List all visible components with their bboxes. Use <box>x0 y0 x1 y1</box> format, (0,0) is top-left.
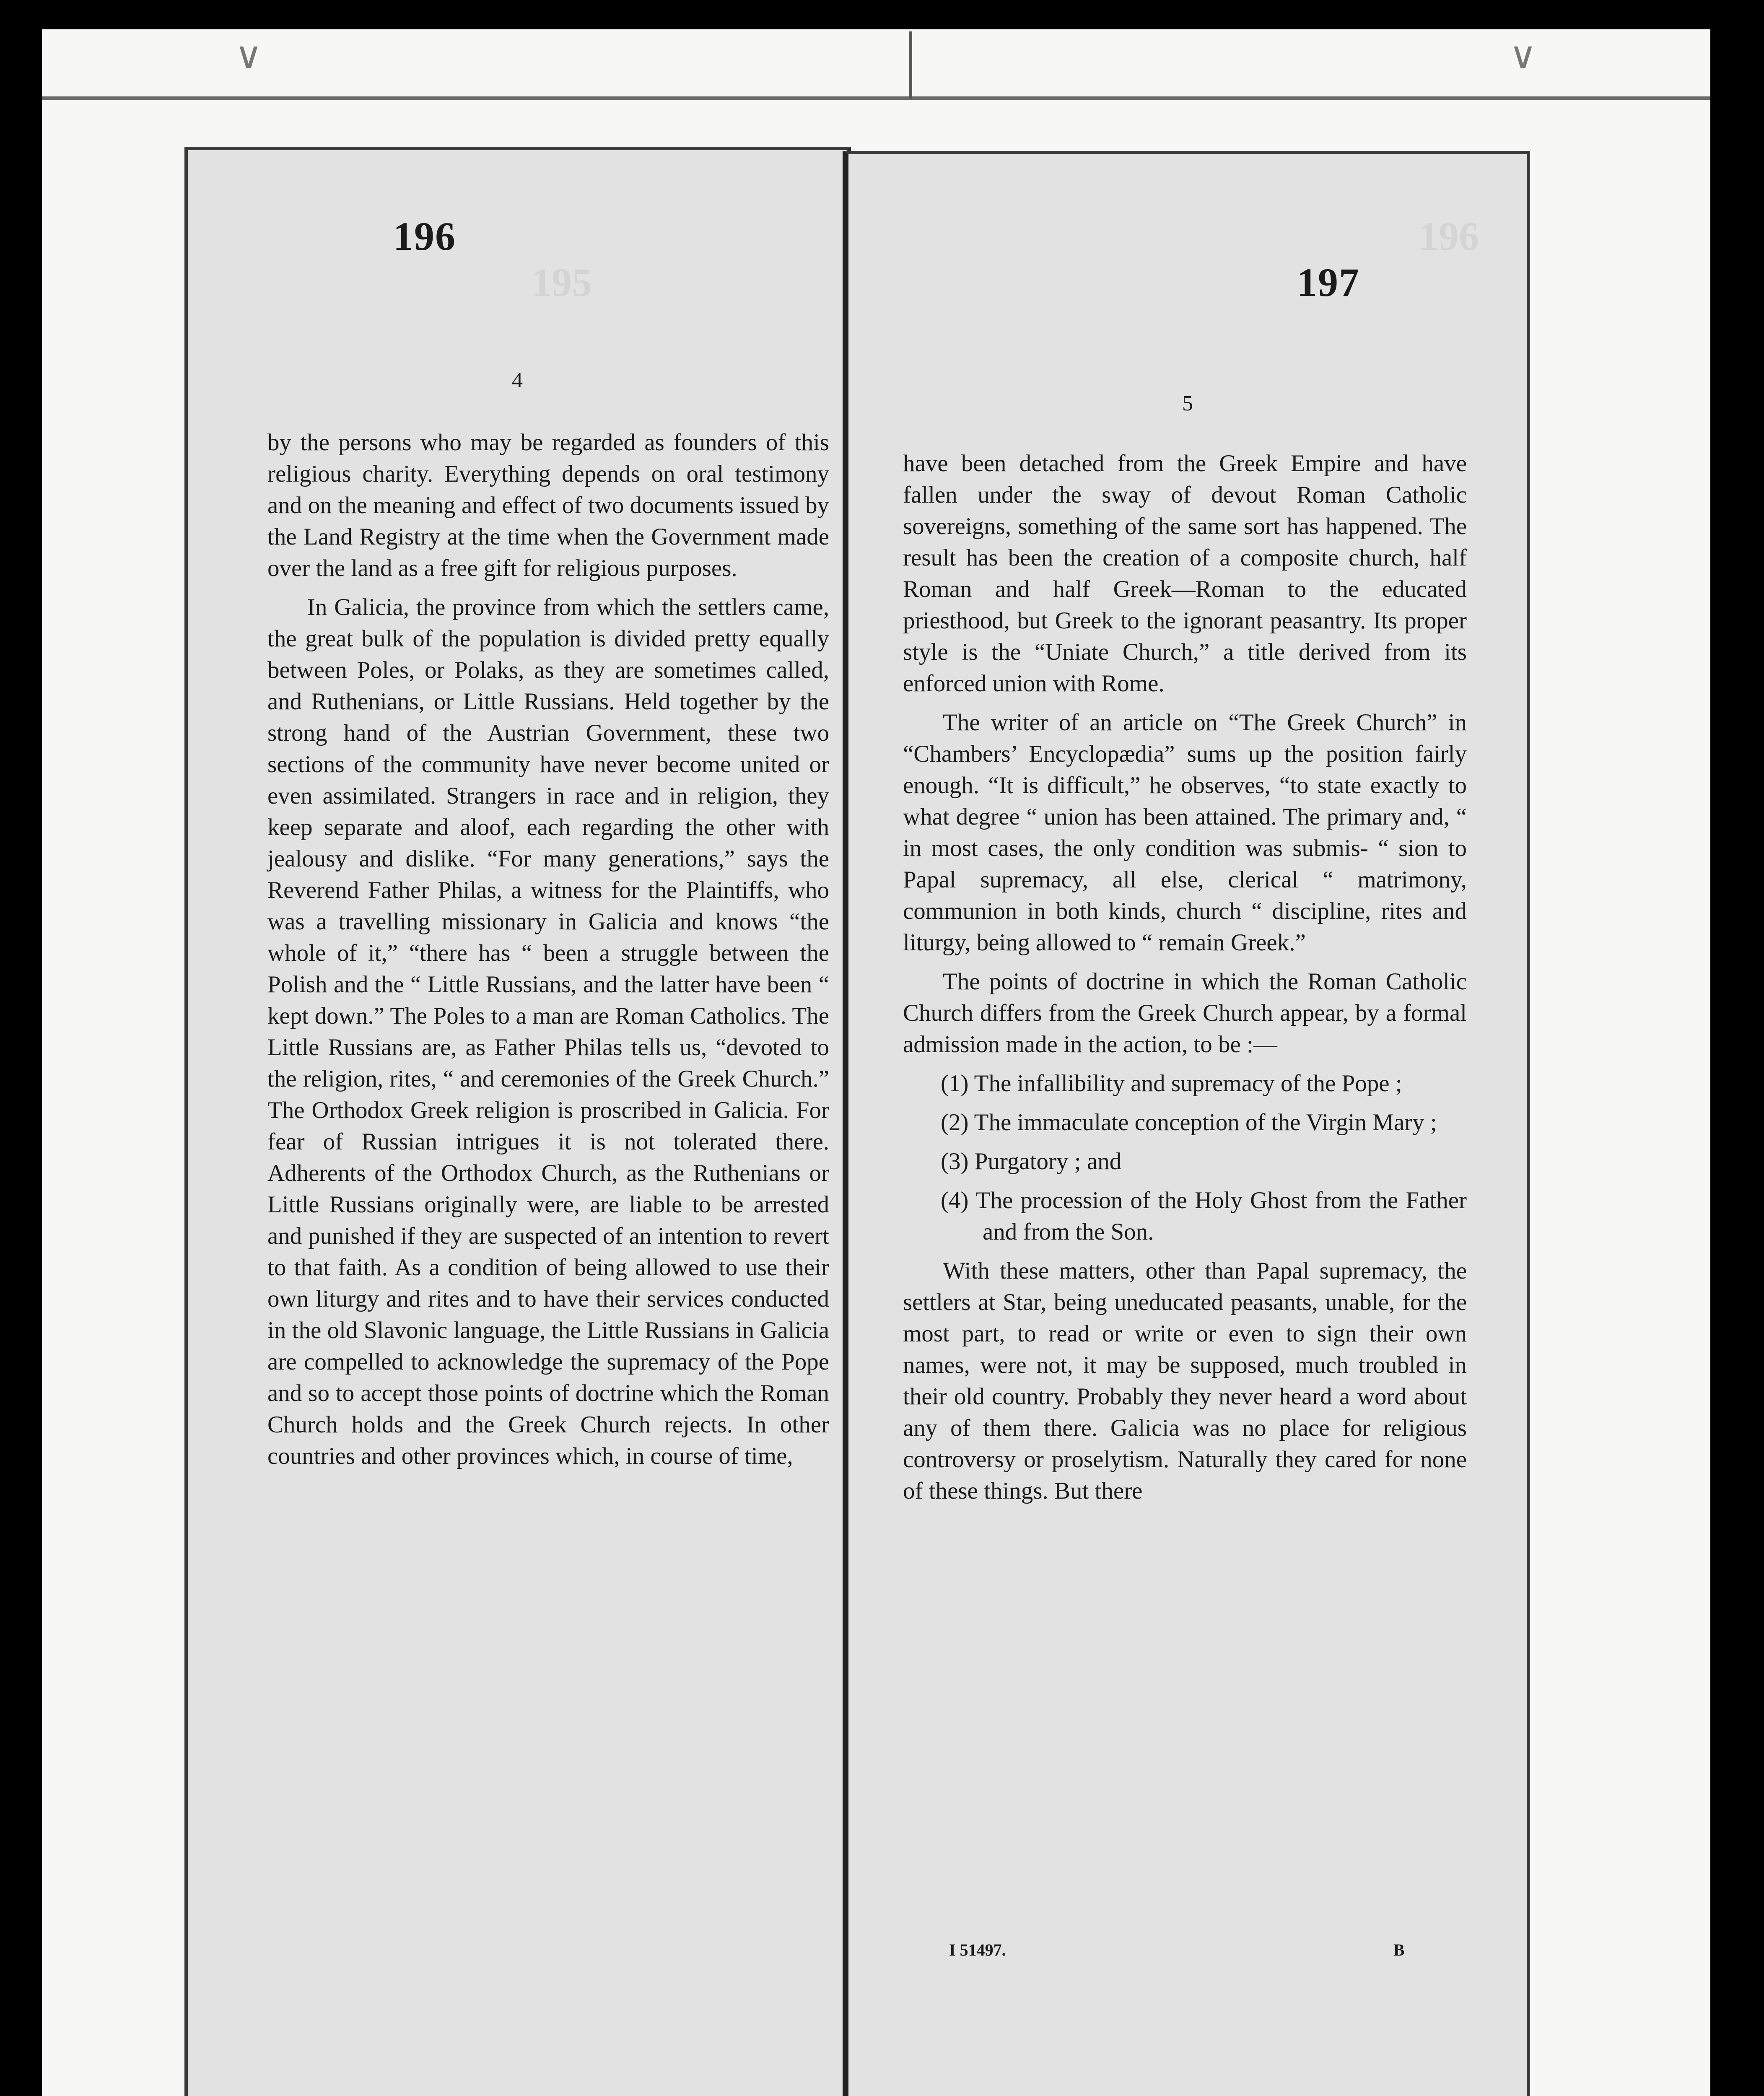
paragraph: by the persons who may be regarded as founders of this religious charity. Everything depends on oral testimony and on the meaning and effect of two documents issued by the Land Registry at the time when the Government made over the land as a free gift for religious purposes. <box>267 429 829 581</box>
corner-tick-mark: ∨ <box>235 34 262 78</box>
corner-tick-mark: ∨ <box>1509 34 1537 78</box>
bleed-through-number: 195 <box>532 260 592 305</box>
mount-rule <box>42 96 1710 100</box>
stamped-page-number: 196 <box>393 214 456 259</box>
left-page <box>184 147 851 2096</box>
paragraph: With these matters, other than Papal supremacy, the settlers at Star, being uneducated peasants, unable, for the most part, to read or write or even to sign their own names, were not, it may be supposed, much troubled in their old country. Probably they never heard a word about any of them there. Galicia was no place for religious controversy or proselytism. Naturally they cared for none of these things. But there <box>903 1258 1467 1504</box>
folio-number: 5 <box>1182 392 1193 415</box>
paragraph: have been detached from the Greek Empire and have fallen under the sway of devout Roman Catholic sovereigns, something of the same sort has happened. The result has been the creation of a composite church, half Roman and half Greek—Roman to the educated priesthood, but Greek to the ignorant peasantry. Its proper style is the “Uniate Church,” a title derived from its enforced union with Rome. <box>903 450 1467 697</box>
gathering-signature: B <box>1393 1940 1405 1959</box>
paragraph: The points of doctrine in which the Roman Catholic Church differs from the Greek Church appear, by a formal admission made in the action, to be :— <box>903 968 1467 1058</box>
doctrine-list-item: (2) The immaculate conception of the Virgin Mary ; <box>941 1109 1437 1136</box>
doctrine-list-item: (3) Purgatory ; and <box>941 1148 1122 1175</box>
right-page <box>843 151 1530 2096</box>
paragraph: In Galicia, the province from which the settlers came, the great bulk of the population is divided pretty equally between Poles, or Polaks, as they are sometimes called, and Ruthenians, or Little Russians. Held together by the strong hand of the Austrian Government, these two sections of the community have never become united or even assimilated. Strangers in race and in religion, they keep separate and aloof, each regarding the other with jealousy and dislike. “For many generations,” says the Reverend Father Philas, a witness for the Plaintiffs, who was a travelling missionary in Galicia and knows “the whole of it,” “there has “ been a struggle between the Polish and the “ Little Russians, and the latter have been “ kept down.” The Poles to a man are Roman Catholics. The Little Russians are, as Father Philas tells us, “devoted to the religion, rites, “ and ceremonies of the Greek Church.” The Orthodox Greek religion is proscribed in Galicia. For fear of Russian intrigues it is not tolerated there. Adherents of the Orthodox Church, as the Ruthenians or Little Russians originally were, are liable to be arrested and punished if they are suspected of an intention to revert to that faith. As a condition of being allowed to use their own liturgy and rites and to have their services conducted in the old Slavonic language, the Little Russians in Galicia are compelled to acknowledge the supremacy of the Pope and so to accept those points of doctrine which the Roman Church holds and the Greek Church rejects. In other countries and other provinces which, in course of time, <box>267 594 829 1469</box>
printer-signature: I 51497. <box>949 1940 1006 1959</box>
doctrine-list-item: (1) The infallibility and supremacy of the Pope ; <box>941 1070 1402 1097</box>
bleed-through-number: 196 <box>1419 214 1479 259</box>
folio-number: 4 <box>512 368 523 392</box>
paragraph: The writer of an article on “The Greek Church” in “Chambers’ Encyclopædia” sums up the position fairly enough. “It is difficult,” he observes, “to state exactly to what degree “ union has been attained. The primary and, “ in most cases, the only condition was submis- “ sion to Papal supremacy, all else, clerical “ matrimony, communion in both kinds, church “ discipline, rites and liturgy, being allowed to “ remain Greek.” <box>903 709 1467 956</box>
mount-divider <box>909 31 912 99</box>
left-body-text <box>267 427 829 1479</box>
doctrine-list-item: (4) The procession of the Holy Ghost from the Father and from the Son. <box>941 1187 1467 1245</box>
stamped-page-number: 197 <box>1297 260 1360 305</box>
right-body-text <box>903 448 1467 1514</box>
